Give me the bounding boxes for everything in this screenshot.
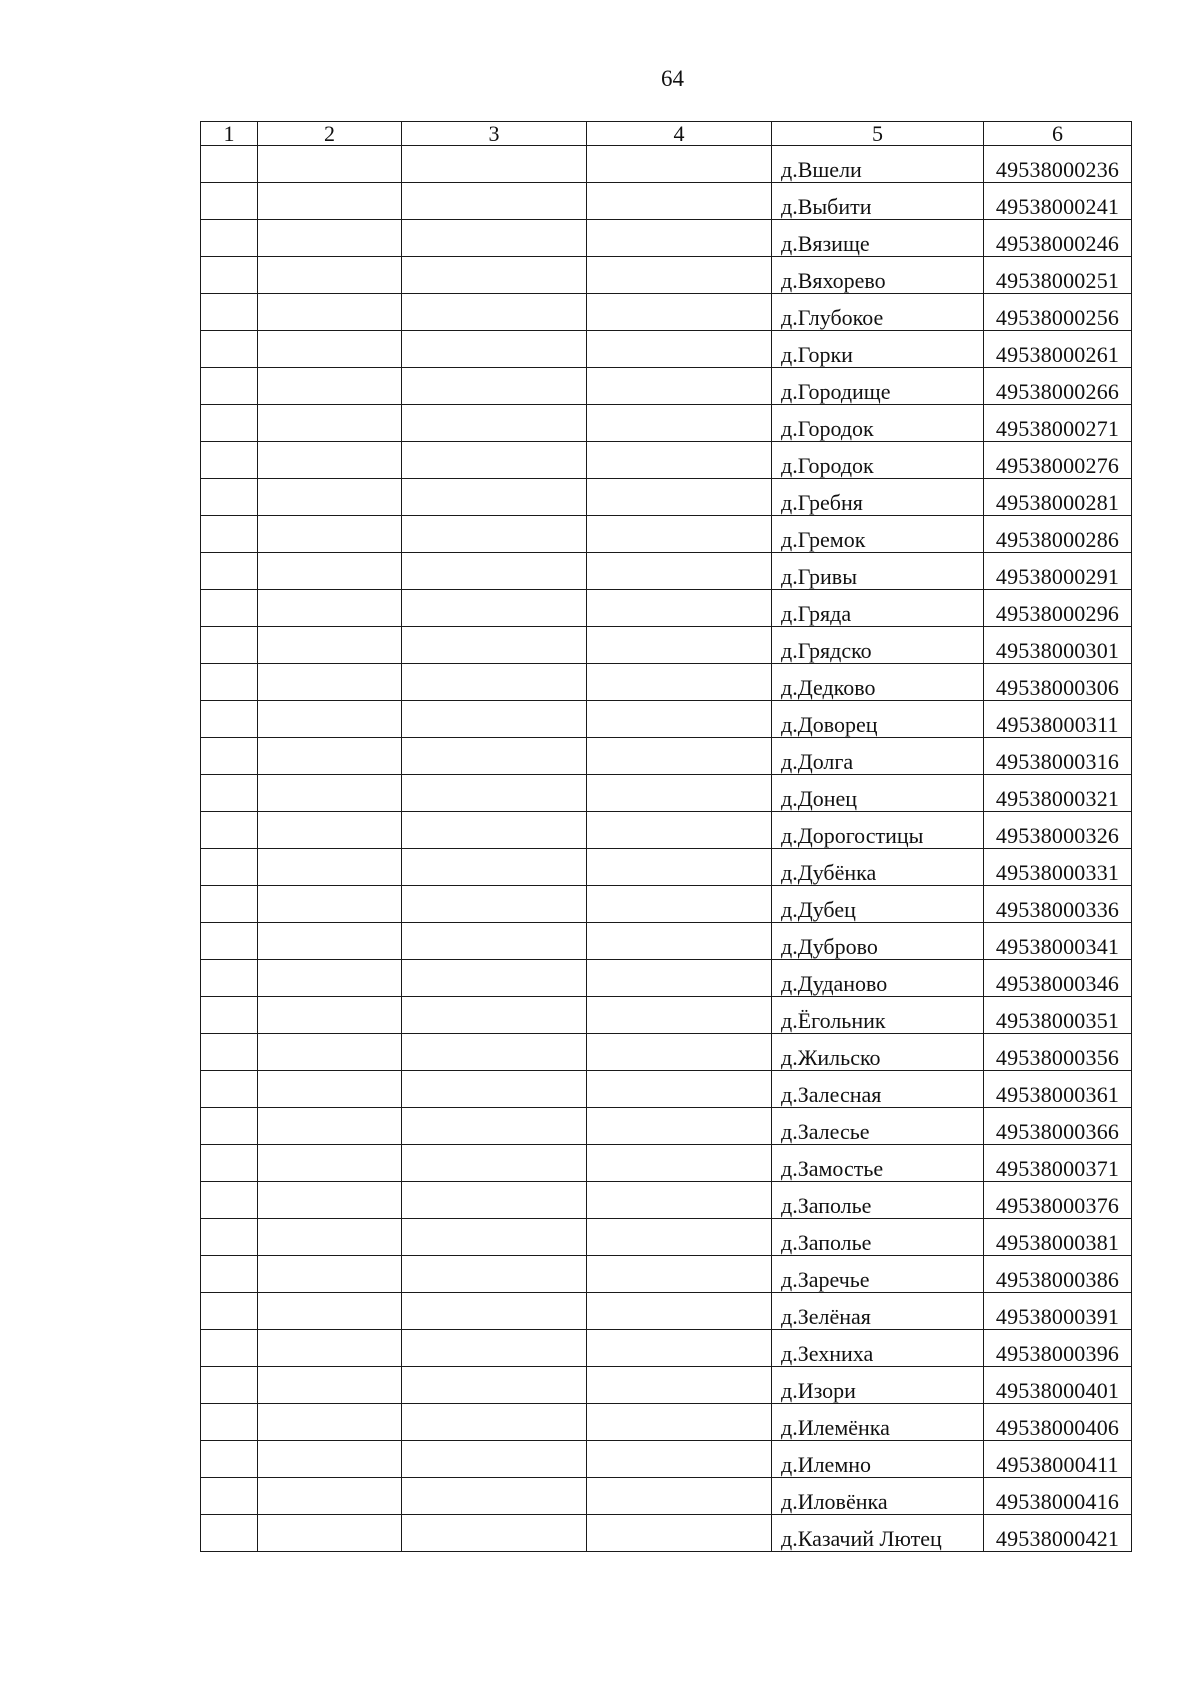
empty-cell-col-3 bbox=[402, 1404, 587, 1441]
empty-cell-col-1 bbox=[201, 331, 258, 368]
oktmo-code-cell: 49538000351 bbox=[984, 997, 1132, 1034]
oktmo-code-cell: 49538000281 bbox=[984, 479, 1132, 516]
oktmo-code-cell: 49538000416 bbox=[984, 1478, 1132, 1515]
empty-cell-col-1 bbox=[201, 1256, 258, 1293]
table-row bbox=[201, 997, 1132, 1034]
oktmo-code-cell: 49538000331 bbox=[984, 849, 1132, 886]
empty-cell-col-2 bbox=[258, 146, 402, 183]
empty-cell-col-4 bbox=[587, 183, 772, 220]
empty-cell-col-2 bbox=[258, 442, 402, 479]
table-row bbox=[201, 1293, 1132, 1330]
table-row bbox=[201, 220, 1132, 257]
settlements-table bbox=[200, 121, 1132, 1552]
oktmo-code-cell: 49538000261 bbox=[984, 331, 1132, 368]
empty-cell-col-1 bbox=[201, 701, 258, 738]
empty-cell-col-2 bbox=[258, 257, 402, 294]
settlement-name-cell: д.Зелёная bbox=[772, 1293, 984, 1330]
empty-cell-col-1 bbox=[201, 294, 258, 331]
table-row bbox=[201, 183, 1132, 220]
empty-cell-col-3 bbox=[402, 775, 587, 812]
empty-cell-col-1 bbox=[201, 1071, 258, 1108]
table-row bbox=[201, 1404, 1132, 1441]
oktmo-code-cell: 49538000276 bbox=[984, 442, 1132, 479]
oktmo-code-cell: 49538000401 bbox=[984, 1367, 1132, 1404]
table-row bbox=[201, 960, 1132, 997]
empty-cell-col-4 bbox=[587, 220, 772, 257]
empty-cell-col-1 bbox=[201, 664, 258, 701]
settlement-name-cell: д.Грядско bbox=[772, 627, 984, 664]
table-row bbox=[201, 1478, 1132, 1515]
empty-cell-col-1 bbox=[201, 1441, 258, 1478]
settlement-name-cell: д.Залесье bbox=[772, 1108, 984, 1145]
empty-cell-col-1 bbox=[201, 368, 258, 405]
empty-cell-col-3 bbox=[402, 1256, 587, 1293]
table-row bbox=[201, 1515, 1132, 1552]
empty-cell-col-1 bbox=[201, 183, 258, 220]
oktmo-code-cell: 49538000326 bbox=[984, 812, 1132, 849]
empty-cell-col-3 bbox=[402, 701, 587, 738]
empty-cell-col-1 bbox=[201, 590, 258, 627]
empty-cell-col-1 bbox=[201, 1034, 258, 1071]
empty-cell-col-3 bbox=[402, 1441, 587, 1478]
empty-cell-col-3 bbox=[402, 1108, 587, 1145]
empty-cell-col-4 bbox=[587, 479, 772, 516]
oktmo-code-cell: 49538000316 bbox=[984, 738, 1132, 775]
settlement-name-cell: д.Донец bbox=[772, 775, 984, 812]
empty-cell-col-2 bbox=[258, 775, 402, 812]
oktmo-code-cell: 49538000421 bbox=[984, 1515, 1132, 1552]
empty-cell-col-3 bbox=[402, 516, 587, 553]
empty-cell-col-1 bbox=[201, 1330, 258, 1367]
empty-cell-col-4 bbox=[587, 1515, 772, 1552]
empty-cell-col-2 bbox=[258, 183, 402, 220]
settlement-name-cell: д.Заполье bbox=[772, 1182, 984, 1219]
empty-cell-col-4 bbox=[587, 405, 772, 442]
table-row bbox=[201, 1108, 1132, 1145]
oktmo-code-cell: 49538000396 bbox=[984, 1330, 1132, 1367]
empty-cell-col-3 bbox=[402, 479, 587, 516]
table-row bbox=[201, 479, 1132, 516]
empty-cell-col-1 bbox=[201, 479, 258, 516]
empty-cell-col-4 bbox=[587, 738, 772, 775]
empty-cell-col-1 bbox=[201, 960, 258, 997]
oktmo-code-cell: 49538000391 bbox=[984, 1293, 1132, 1330]
oktmo-code-cell: 49538000266 bbox=[984, 368, 1132, 405]
empty-cell-col-1 bbox=[201, 886, 258, 923]
oktmo-code-cell: 49538000311 bbox=[984, 701, 1132, 738]
empty-cell-col-3 bbox=[402, 627, 587, 664]
table-row bbox=[201, 553, 1132, 590]
empty-cell-col-3 bbox=[402, 997, 587, 1034]
empty-cell-col-2 bbox=[258, 553, 402, 590]
empty-cell-col-1 bbox=[201, 1182, 258, 1219]
empty-cell-col-2 bbox=[258, 1404, 402, 1441]
empty-cell-col-3 bbox=[402, 257, 587, 294]
table-row bbox=[201, 1034, 1132, 1071]
empty-cell-col-1 bbox=[201, 812, 258, 849]
settlement-name-cell: д.Замостье bbox=[772, 1145, 984, 1182]
empty-cell-col-3 bbox=[402, 553, 587, 590]
empty-cell-col-2 bbox=[258, 1293, 402, 1330]
oktmo-code-cell: 49538000371 bbox=[984, 1145, 1132, 1182]
empty-cell-col-1 bbox=[201, 775, 258, 812]
empty-cell-col-3 bbox=[402, 886, 587, 923]
column-number-row bbox=[201, 122, 1132, 146]
empty-cell-col-4 bbox=[587, 590, 772, 627]
empty-cell-col-2 bbox=[258, 331, 402, 368]
empty-cell-col-2 bbox=[258, 664, 402, 701]
table-row bbox=[201, 1256, 1132, 1293]
empty-cell-col-2 bbox=[258, 294, 402, 331]
settlement-name-cell: д.Вяхорево bbox=[772, 257, 984, 294]
settlement-name-cell: д.Вязище bbox=[772, 220, 984, 257]
empty-cell-col-1 bbox=[201, 923, 258, 960]
empty-cell-col-3 bbox=[402, 1182, 587, 1219]
settlement-name-cell: д.Дедково bbox=[772, 664, 984, 701]
table-row bbox=[201, 294, 1132, 331]
empty-cell-col-2 bbox=[258, 1108, 402, 1145]
settlement-name-cell: д.Жильско bbox=[772, 1034, 984, 1071]
settlement-name-cell: д.Гребня bbox=[772, 479, 984, 516]
empty-cell-col-3 bbox=[402, 1367, 587, 1404]
empty-cell-col-1 bbox=[201, 516, 258, 553]
oktmo-code-cell: 49538000286 bbox=[984, 516, 1132, 553]
empty-cell-col-1 bbox=[201, 442, 258, 479]
column-header-6: 6 bbox=[984, 122, 1132, 146]
empty-cell-col-2 bbox=[258, 1145, 402, 1182]
empty-cell-col-2 bbox=[258, 516, 402, 553]
empty-cell-col-2 bbox=[258, 368, 402, 405]
empty-cell-col-2 bbox=[258, 1256, 402, 1293]
empty-cell-col-1 bbox=[201, 146, 258, 183]
oktmo-code-cell: 49538000386 bbox=[984, 1256, 1132, 1293]
empty-cell-col-1 bbox=[201, 738, 258, 775]
oktmo-code-cell: 49538000336 bbox=[984, 886, 1132, 923]
table-row bbox=[201, 590, 1132, 627]
table-row bbox=[201, 886, 1132, 923]
table-row bbox=[201, 812, 1132, 849]
empty-cell-col-4 bbox=[587, 923, 772, 960]
empty-cell-col-1 bbox=[201, 627, 258, 664]
oktmo-code-cell: 49538000296 bbox=[984, 590, 1132, 627]
empty-cell-col-1 bbox=[201, 1219, 258, 1256]
empty-cell-col-3 bbox=[402, 146, 587, 183]
settlement-name-cell: д.Дуданово bbox=[772, 960, 984, 997]
empty-cell-col-4 bbox=[587, 516, 772, 553]
table-row bbox=[201, 775, 1132, 812]
table-row bbox=[201, 664, 1132, 701]
empty-cell-col-4 bbox=[587, 1293, 772, 1330]
empty-cell-col-3 bbox=[402, 738, 587, 775]
empty-cell-col-4 bbox=[587, 1071, 772, 1108]
empty-cell-col-4 bbox=[587, 886, 772, 923]
oktmo-code-cell: 49538000271 bbox=[984, 405, 1132, 442]
settlement-name-cell: д.Доворец bbox=[772, 701, 984, 738]
empty-cell-col-1 bbox=[201, 1145, 258, 1182]
oktmo-code-cell: 49538000346 bbox=[984, 960, 1132, 997]
empty-cell-col-3 bbox=[402, 183, 587, 220]
empty-cell-col-4 bbox=[587, 1478, 772, 1515]
empty-cell-col-3 bbox=[402, 849, 587, 886]
settlement-name-cell: д.Гряда bbox=[772, 590, 984, 627]
oktmo-code-cell: 49538000256 bbox=[984, 294, 1132, 331]
empty-cell-col-4 bbox=[587, 146, 772, 183]
oktmo-code-cell: 49538000381 bbox=[984, 1219, 1132, 1256]
empty-cell-col-4 bbox=[587, 812, 772, 849]
page-number: 64 bbox=[661, 66, 684, 91]
settlement-name-cell: д.Городок bbox=[772, 442, 984, 479]
settlement-name-cell: д.Дубёнка bbox=[772, 849, 984, 886]
settlement-name-cell: д.Городище bbox=[772, 368, 984, 405]
empty-cell-col-4 bbox=[587, 997, 772, 1034]
empty-cell-col-3 bbox=[402, 1034, 587, 1071]
empty-cell-col-1 bbox=[201, 1478, 258, 1515]
table-row bbox=[201, 442, 1132, 479]
empty-cell-col-2 bbox=[258, 923, 402, 960]
table-row bbox=[201, 331, 1132, 368]
empty-cell-col-4 bbox=[587, 1404, 772, 1441]
empty-cell-col-2 bbox=[258, 1441, 402, 1478]
empty-cell-col-2 bbox=[258, 1515, 402, 1552]
empty-cell-col-1 bbox=[201, 1367, 258, 1404]
table-body bbox=[201, 122, 1132, 1552]
oktmo-code-cell: 49538000341 bbox=[984, 923, 1132, 960]
empty-cell-col-3 bbox=[402, 590, 587, 627]
empty-cell-col-2 bbox=[258, 1478, 402, 1515]
settlement-name-cell: д.Иловёнка bbox=[772, 1478, 984, 1515]
column-header-1: 1 bbox=[201, 122, 258, 146]
settlement-name-cell: д.Вшели bbox=[772, 146, 984, 183]
empty-cell-col-1 bbox=[201, 849, 258, 886]
empty-cell-col-2 bbox=[258, 886, 402, 923]
empty-cell-col-4 bbox=[587, 257, 772, 294]
settlement-name-cell: д.Горки bbox=[772, 331, 984, 368]
settlement-name-cell: д.Казачий Лютец bbox=[772, 1515, 984, 1552]
empty-cell-col-4 bbox=[587, 1182, 772, 1219]
table-row bbox=[201, 1182, 1132, 1219]
empty-cell-col-1 bbox=[201, 997, 258, 1034]
table-row bbox=[201, 1367, 1132, 1404]
table-row bbox=[201, 1145, 1132, 1182]
table-row bbox=[201, 257, 1132, 294]
empty-cell-col-4 bbox=[587, 442, 772, 479]
column-header-4: 4 bbox=[587, 122, 772, 146]
empty-cell-col-2 bbox=[258, 738, 402, 775]
table-row bbox=[201, 738, 1132, 775]
oktmo-code-cell: 49538000411 bbox=[984, 1441, 1132, 1478]
empty-cell-col-4 bbox=[587, 1441, 772, 1478]
empty-cell-col-2 bbox=[258, 1034, 402, 1071]
empty-cell-col-2 bbox=[258, 1182, 402, 1219]
settlement-name-cell: д.Дубец bbox=[772, 886, 984, 923]
oktmo-code-cell: 49538000321 bbox=[984, 775, 1132, 812]
table-row bbox=[201, 701, 1132, 738]
table-row bbox=[201, 923, 1132, 960]
empty-cell-col-3 bbox=[402, 923, 587, 960]
table-row bbox=[201, 849, 1132, 886]
oktmo-code-cell: 49538000406 bbox=[984, 1404, 1132, 1441]
settlement-name-cell: д.Ёгольник bbox=[772, 997, 984, 1034]
empty-cell-col-2 bbox=[258, 1219, 402, 1256]
settlement-name-cell: д.Городок bbox=[772, 405, 984, 442]
empty-cell-col-4 bbox=[587, 368, 772, 405]
empty-cell-col-3 bbox=[402, 960, 587, 997]
empty-cell-col-3 bbox=[402, 1478, 587, 1515]
table-row bbox=[201, 1441, 1132, 1478]
empty-cell-col-3 bbox=[402, 294, 587, 331]
table-row bbox=[201, 405, 1132, 442]
empty-cell-col-1 bbox=[201, 220, 258, 257]
empty-cell-col-3 bbox=[402, 1293, 587, 1330]
empty-cell-col-4 bbox=[587, 775, 772, 812]
oktmo-code-cell: 49538000306 bbox=[984, 664, 1132, 701]
column-header-3: 3 bbox=[402, 122, 587, 146]
empty-cell-col-3 bbox=[402, 1219, 587, 1256]
empty-cell-col-3 bbox=[402, 405, 587, 442]
empty-cell-col-2 bbox=[258, 849, 402, 886]
oktmo-code-cell: 49538000236 bbox=[984, 146, 1132, 183]
empty-cell-col-2 bbox=[258, 701, 402, 738]
oktmo-code-cell: 49538000356 bbox=[984, 1034, 1132, 1071]
oktmo-code-cell: 49538000246 bbox=[984, 220, 1132, 257]
empty-cell-col-2 bbox=[258, 627, 402, 664]
oktmo-code-cell: 49538000291 bbox=[984, 553, 1132, 590]
empty-cell-col-2 bbox=[258, 220, 402, 257]
empty-cell-col-3 bbox=[402, 1330, 587, 1367]
oktmo-code-cell: 49538000366 bbox=[984, 1108, 1132, 1145]
column-header-2: 2 bbox=[258, 122, 402, 146]
empty-cell-col-4 bbox=[587, 849, 772, 886]
oktmo-code-cell: 49538000241 bbox=[984, 183, 1132, 220]
empty-cell-col-3 bbox=[402, 1071, 587, 1108]
empty-cell-col-2 bbox=[258, 997, 402, 1034]
empty-cell-col-4 bbox=[587, 1108, 772, 1145]
empty-cell-col-4 bbox=[587, 960, 772, 997]
settlement-name-cell: д.Дорогостицы bbox=[772, 812, 984, 849]
oktmo-code-cell: 49538000251 bbox=[984, 257, 1132, 294]
oktmo-code-cell: 49538000301 bbox=[984, 627, 1132, 664]
settlement-name-cell: д.Изори bbox=[772, 1367, 984, 1404]
settlement-name-cell: д.Гремок bbox=[772, 516, 984, 553]
empty-cell-col-3 bbox=[402, 220, 587, 257]
table-row bbox=[201, 1330, 1132, 1367]
table-row bbox=[201, 1071, 1132, 1108]
empty-cell-col-4 bbox=[587, 331, 772, 368]
empty-cell-col-4 bbox=[587, 1034, 772, 1071]
oktmo-code-cell: 49538000361 bbox=[984, 1071, 1132, 1108]
settlement-name-cell: д.Залесная bbox=[772, 1071, 984, 1108]
empty-cell-col-1 bbox=[201, 1108, 258, 1145]
settlement-name-cell: д.Долга bbox=[772, 738, 984, 775]
oktmo-code-cell: 49538000376 bbox=[984, 1182, 1132, 1219]
empty-cell-col-4 bbox=[587, 553, 772, 590]
empty-cell-col-1 bbox=[201, 257, 258, 294]
empty-cell-col-1 bbox=[201, 1404, 258, 1441]
table-row bbox=[201, 516, 1132, 553]
empty-cell-col-2 bbox=[258, 1367, 402, 1404]
settlement-name-cell: д.Зехниха bbox=[772, 1330, 984, 1367]
table-row bbox=[201, 146, 1132, 183]
settlement-name-cell: д.Заполье bbox=[772, 1219, 984, 1256]
empty-cell-col-4 bbox=[587, 1219, 772, 1256]
empty-cell-col-3 bbox=[402, 331, 587, 368]
empty-cell-col-1 bbox=[201, 553, 258, 590]
empty-cell-col-2 bbox=[258, 1071, 402, 1108]
empty-cell-col-3 bbox=[402, 812, 587, 849]
empty-cell-col-4 bbox=[587, 1367, 772, 1404]
empty-cell-col-2 bbox=[258, 1330, 402, 1367]
empty-cell-col-3 bbox=[402, 442, 587, 479]
empty-cell-col-3 bbox=[402, 368, 587, 405]
empty-cell-col-3 bbox=[402, 1515, 587, 1552]
table-row bbox=[201, 627, 1132, 664]
empty-cell-col-4 bbox=[587, 664, 772, 701]
empty-cell-col-1 bbox=[201, 405, 258, 442]
settlement-name-cell: д.Выбити bbox=[772, 183, 984, 220]
empty-cell-col-2 bbox=[258, 960, 402, 997]
empty-cell-col-4 bbox=[587, 701, 772, 738]
settlement-name-cell: д.Гривы bbox=[772, 553, 984, 590]
empty-cell-col-2 bbox=[258, 812, 402, 849]
settlement-name-cell: д.Илемёнка bbox=[772, 1404, 984, 1441]
settlement-name-cell: д.Илемно bbox=[772, 1441, 984, 1478]
table-row bbox=[201, 368, 1132, 405]
empty-cell-col-4 bbox=[587, 627, 772, 664]
settlement-name-cell: д.Дуброво bbox=[772, 923, 984, 960]
empty-cell-col-1 bbox=[201, 1515, 258, 1552]
empty-cell-col-2 bbox=[258, 405, 402, 442]
table-row bbox=[201, 1219, 1132, 1256]
settlement-name-cell: д.Заречье bbox=[772, 1256, 984, 1293]
settlement-name-cell: д.Глубокое bbox=[772, 294, 984, 331]
empty-cell-col-1 bbox=[201, 1293, 258, 1330]
empty-cell-col-3 bbox=[402, 664, 587, 701]
empty-cell-col-4 bbox=[587, 1256, 772, 1293]
empty-cell-col-4 bbox=[587, 1330, 772, 1367]
empty-cell-col-2 bbox=[258, 479, 402, 516]
empty-cell-col-3 bbox=[402, 1145, 587, 1182]
column-header-5: 5 bbox=[772, 122, 984, 146]
empty-cell-col-4 bbox=[587, 294, 772, 331]
empty-cell-col-2 bbox=[258, 590, 402, 627]
empty-cell-col-4 bbox=[587, 1145, 772, 1182]
